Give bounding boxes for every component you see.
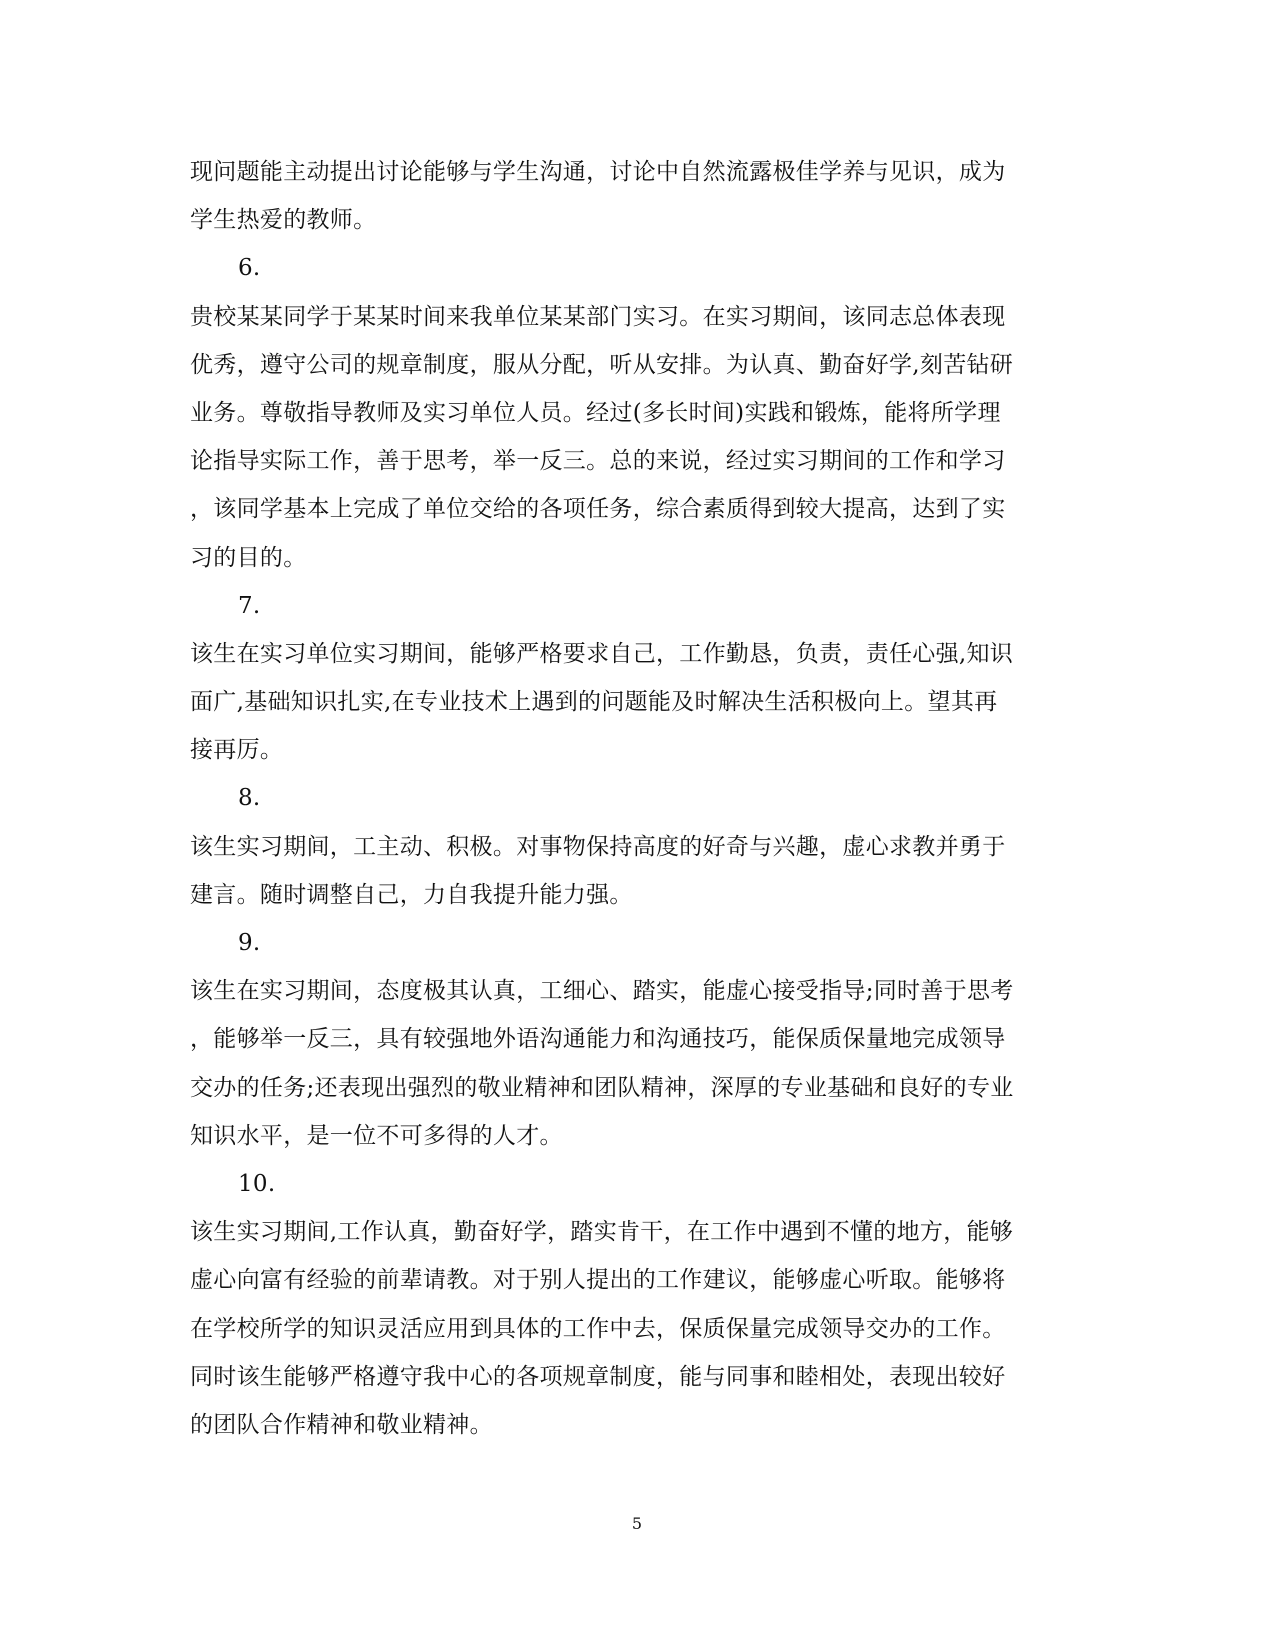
text-line: 虚心向富有经验的前辈请教。对于别人提出的工作建议，能够虚心听取。能够将: [190, 1267, 1006, 1294]
text-line: 知识水平，是一位不可多得的人才。: [190, 1122, 563, 1149]
item-number: 9.: [238, 930, 261, 956]
item-number: 8.: [238, 785, 261, 812]
text-line: ，该同学基本上完成了单位交给的各项任务，综合素质得到较大提高，达到了实: [190, 496, 1006, 523]
text-line: 该生实习期间,工作认真，勤奋好学，踏实肯干，在工作中遇到不懂的地方，能够: [190, 1219, 1014, 1246]
item-number: 7.: [238, 592, 261, 619]
text-line: 学生热爱的教师。: [190, 207, 377, 234]
text-line: 贵校某某同学于某某时间来我单位某某部门实习。在实习期间，该同志总体表现: [190, 303, 1006, 330]
text-line: 论指导实际工作，善于思考，举一反三。总的来说，经过实习期间的工作和学习: [190, 448, 1006, 475]
text-line: 接再厉。: [190, 737, 284, 764]
page-number: 5: [631, 1514, 643, 1533]
text-line: 该生在实习单位实习期间，能够严格要求自己，工作勤恳，负责，责任心强,知识: [190, 640, 1014, 667]
text-line: ，能够举一反三，具有较强地外语沟通能力和沟通技巧，能保质保量地完成领导: [190, 1026, 1006, 1053]
text-line: 现问题能主动提出讨论能够与学生沟通，讨论中自然流露极佳学养与见识，成为: [190, 159, 1006, 185]
text-line: 的团队合作精神和敬业精神。: [190, 1411, 493, 1438]
text-line: 在学校所学的知识灵活应用到具体的工作中去，保质保量完成领导交办的工作。: [190, 1315, 1006, 1342]
text-line: 习的目的。: [190, 544, 307, 571]
text-line: 该生在实习期间，态度极其认真，工细心、踏实，能虚心接受指导;同时善于思考: [190, 978, 1014, 1005]
text-line: 同时该生能够严格遵守我中心的各项规章制度，能与同事和睦相处，表现出较好: [190, 1363, 1006, 1390]
text-line: 面广,基础知识扎实,在专业技术上遇到的问题能及时解决生活积极向上。望其再: [190, 689, 998, 716]
text-line: 该生实习期间，工主动、积极。对事物保持高度的好奇与兴趣，虚心求教并勇于: [190, 833, 1006, 860]
text-line: 优秀，遵守公司的规章制度，服从分配，听从安排。为认真、勤奋好学,刻苦钻研: [190, 351, 1014, 378]
item-number: 10.: [238, 1170, 276, 1197]
text-line: 交办的任务;还表现出强烈的敬业精神和团队精神，深厚的专业基础和良好的专业: [190, 1074, 1014, 1101]
document-body: [190, 148, 1080, 1449]
text-line: 业务。尊敬指导教师及实习单位人员。经过(多长时间)实践和锻炼，能将所学理: [190, 399, 1001, 426]
text-line: 建言。随时调整自己，力自我提升能力强。: [190, 881, 633, 908]
item-number: 6.: [238, 255, 261, 282]
